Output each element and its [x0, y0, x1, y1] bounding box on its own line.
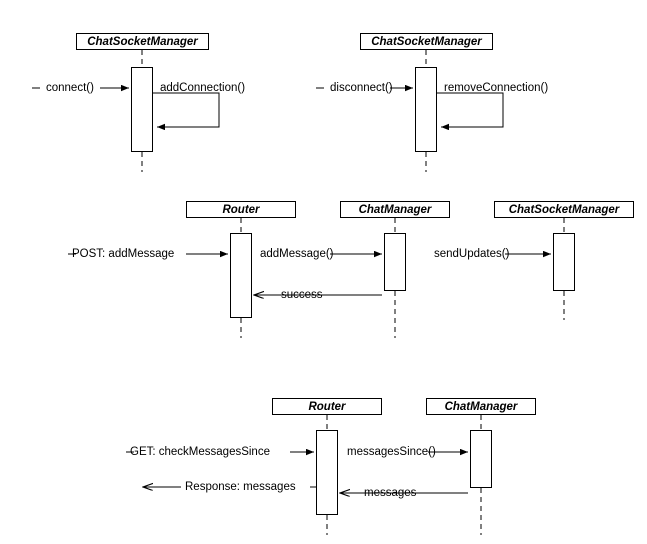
activation-bar-chatmanager-messagessince — [470, 430, 492, 488]
message-label-messagessince: messagesSince() — [347, 446, 436, 458]
message-label-response-messages: Response: messages — [185, 481, 296, 493]
message-label-success: success — [281, 289, 323, 301]
lifeline-header-chatmanager-checkmessages: ChatManager — [426, 398, 536, 415]
activation-bar-chatmanager-addmessage — [384, 233, 406, 291]
message-label-addmessage: addMessage() — [260, 248, 334, 260]
message-label-sendupdates: sendUpdates() — [434, 248, 510, 260]
activation-bar-chatsocketmanager-connect — [131, 67, 153, 152]
message-label-removeconnection: removeConnection() — [444, 82, 549, 94]
message-label-addconnection: addConnection() — [160, 82, 246, 94]
activation-bar-chatsocketmanager-disconnect — [415, 67, 437, 152]
lifeline-header-router-checkmessages: Router — [272, 398, 382, 415]
message-label-messages: messages — [364, 487, 417, 499]
message-label-connect: connect() — [46, 82, 94, 94]
lifeline-header-router-addmessage: Router — [186, 201, 296, 218]
lifeline-header-chatsocketmanager-addmessage: ChatSocketManager — [494, 201, 634, 218]
activation-bar-router-addmessage — [230, 233, 252, 318]
message-label-post-addmessage: POST: addMessage — [72, 248, 175, 260]
activation-bar-router-checkmessages — [316, 430, 338, 515]
lifeline-header-chatmanager-addmessage: ChatManager — [340, 201, 450, 218]
message-label-disconnect: disconnect() — [330, 82, 393, 94]
lifeline-header-chatsocketmanager-disconnect: ChatSocketManager — [360, 33, 493, 50]
message-label-get-checkmessagessince: GET: checkMessagesSince — [130, 446, 270, 458]
activation-bar-chatsocketmanager-sendupdates — [553, 233, 575, 291]
lifeline-header-chatsocketmanager-connect: ChatSocketManager — [76, 33, 209, 50]
